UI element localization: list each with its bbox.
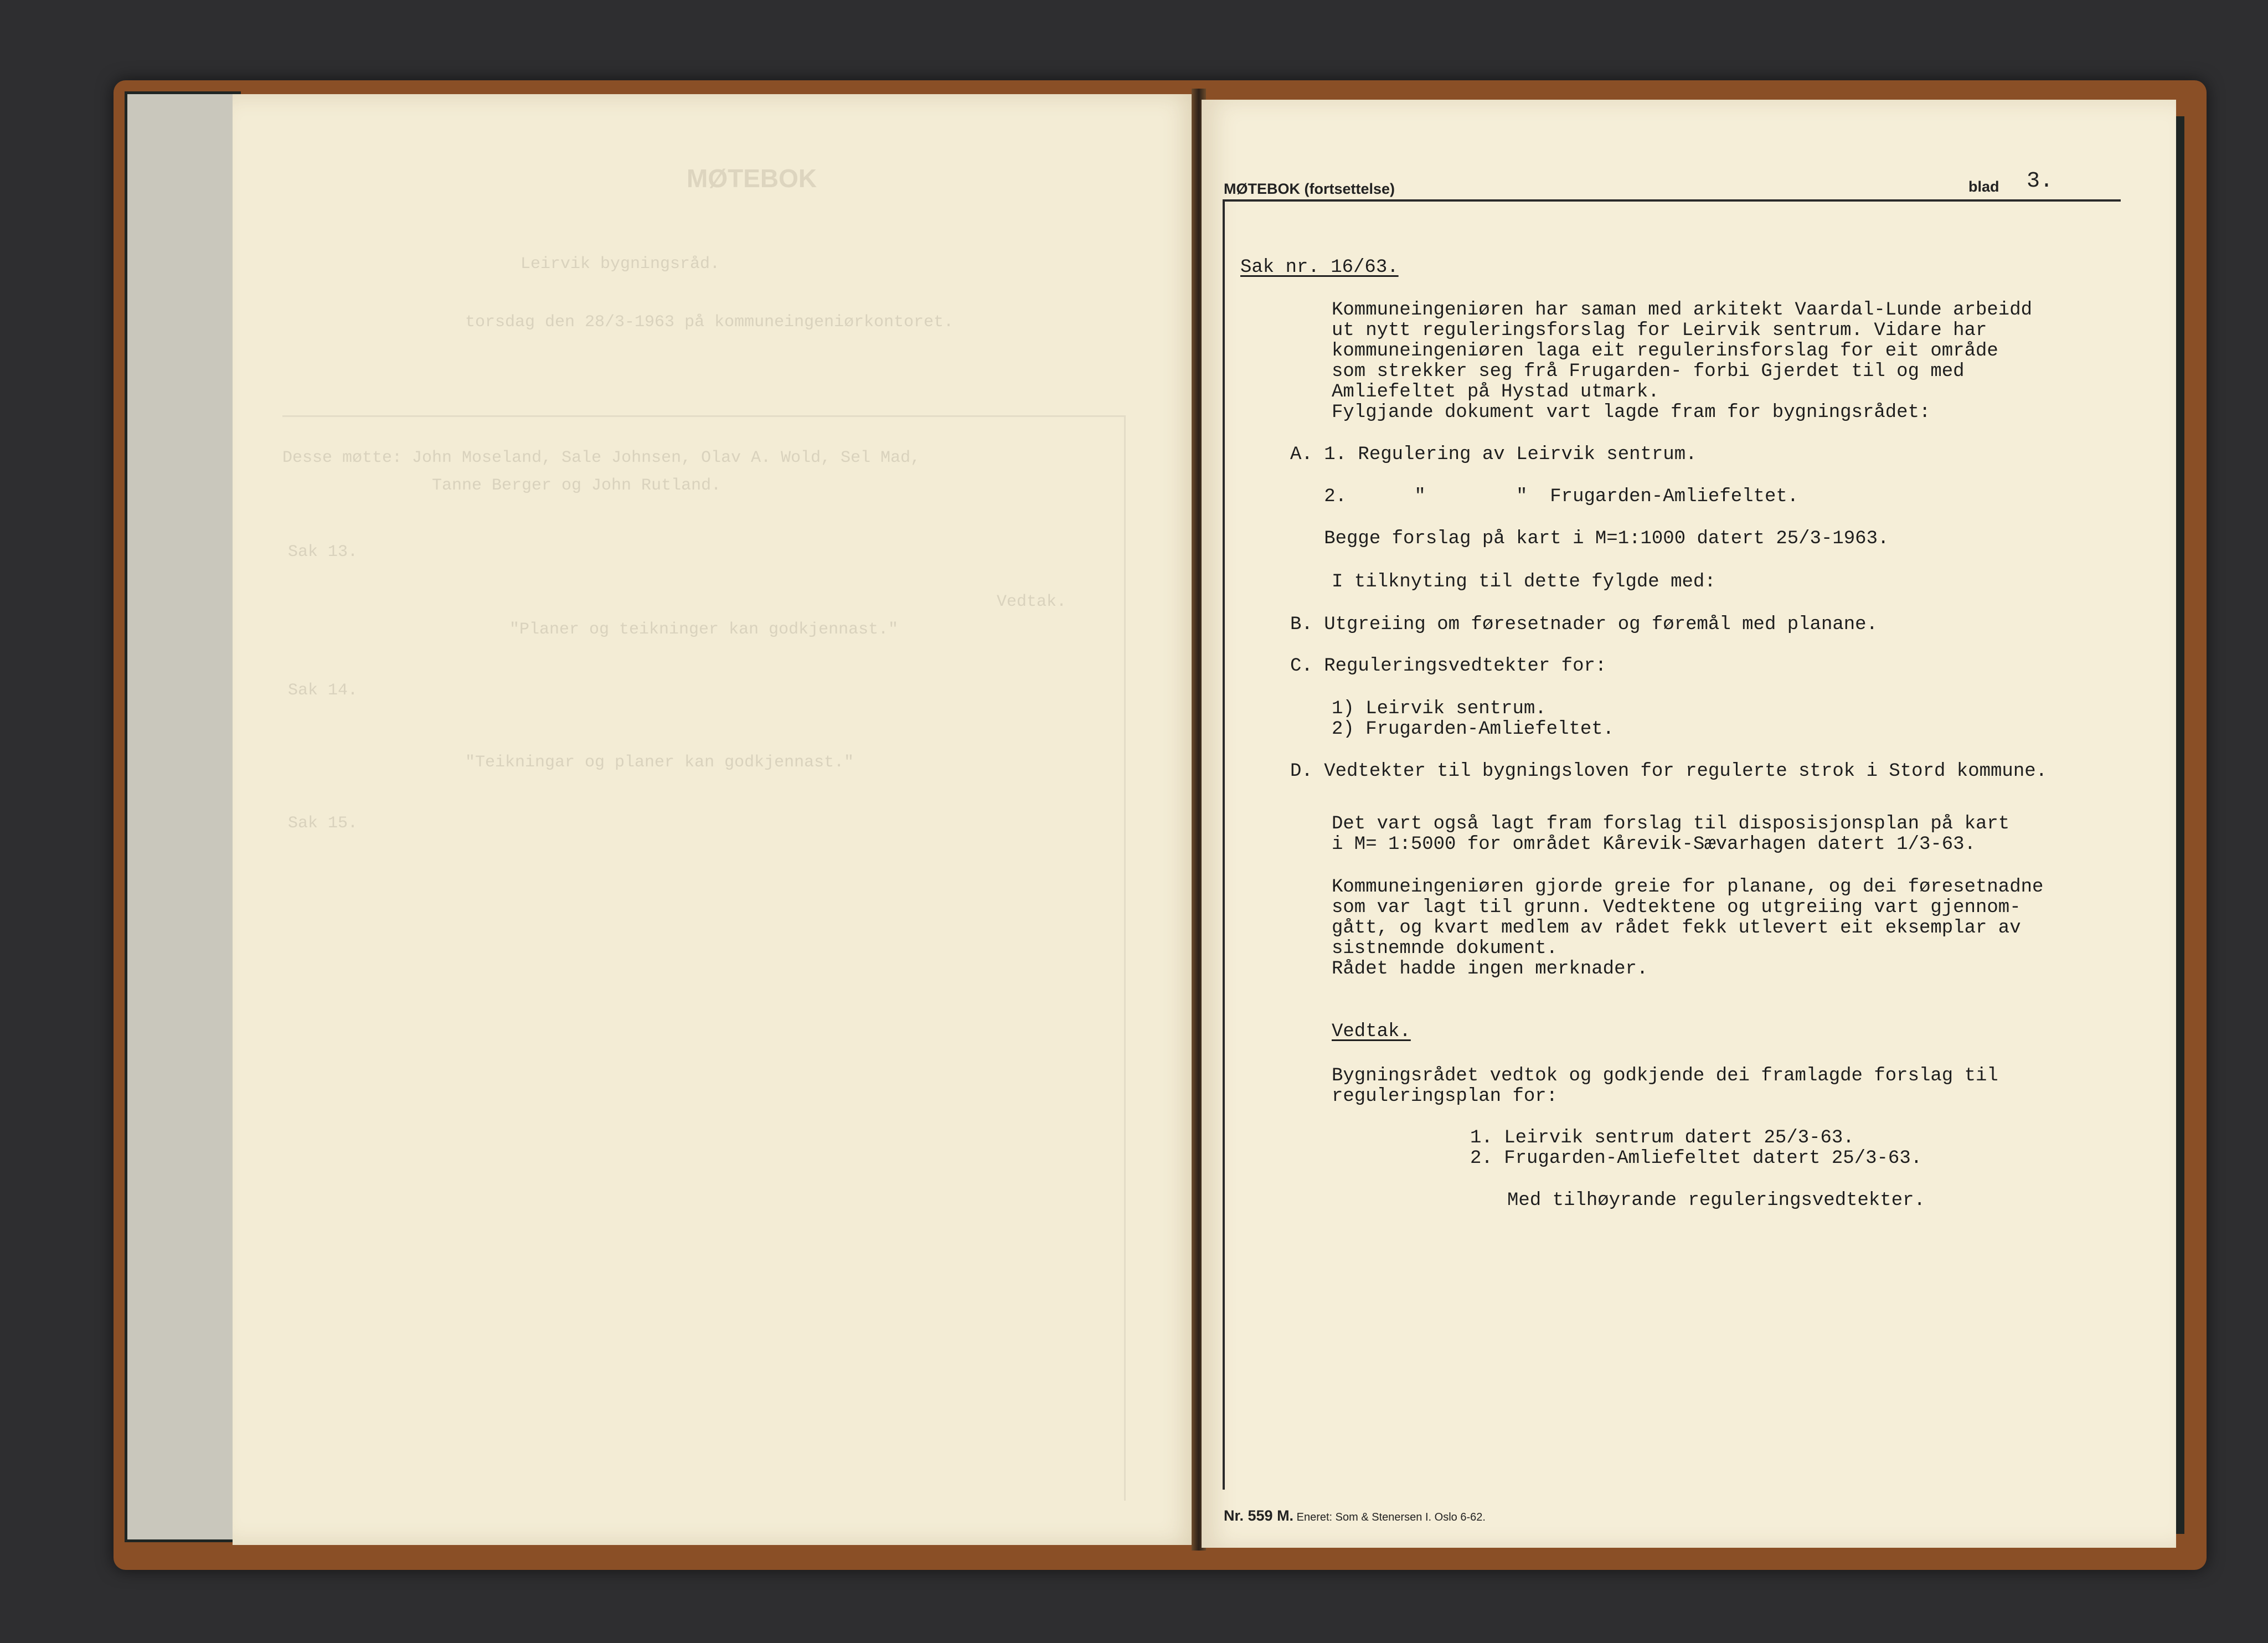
disposition-line: Det vart også lagt fram forslag til disposisjonsplan på kart	[1332, 813, 2010, 835]
decision-list-item: 1. Leirvik sentrum datert 25/3-63.	[1470, 1127, 1854, 1148]
printer-credit: Eneret: Som & Stenersen I. Oslo 6-62.	[1296, 1511, 1486, 1523]
intro-line: ut nytt reguleringsforslag for Leirvik sentrum. Vidare har	[1332, 320, 1987, 341]
decision-line: reguleringsplan for:	[1332, 1086, 1558, 1107]
left-page-line: Sak 14.	[288, 681, 358, 700]
page-stack-edge	[127, 94, 235, 1539]
item-c: C. Reguleringsvedtekter for:	[1290, 656, 1607, 677]
review-line: gått, og kvart medlem av rådet fekk utlevert eit eksemplar av	[1332, 918, 2021, 939]
item-a-line: Begge forslag på kart i M=1:1000 datert 25/3-1963.	[1290, 528, 1889, 549]
closing-line: Med tilhøyrande reguleringsvedtekter.	[1507, 1190, 1925, 1211]
form-number: Nr. 559 M.	[1224, 1507, 1294, 1524]
attachment-intro: I tilknyting til dette fylgde med:	[1332, 571, 1716, 593]
disposition-line: i M= 1:5000 for området Kårevik-Sævarhagen datert 1/3-63.	[1332, 834, 1976, 855]
review-line: som var lagt til grunn. Vedtektene og utgreiing vart gjennom-	[1332, 897, 2021, 918]
left-page	[233, 94, 1199, 1545]
header-rule	[1224, 199, 2121, 202]
decision-heading: Vedtak.	[1332, 1021, 1411, 1042]
intro-line: Kommuneingeniøren har saman med arkitekt Vaardal-Lunde arbeidd	[1332, 300, 2033, 321]
item-a-line: 2. " " Frugarden-Amliefeltet.	[1290, 486, 1799, 507]
left-page-line: Sak 13.	[288, 543, 358, 562]
item-d: D. Vedtekter til bygningsloven for regulerte strok i Stord kommune.	[1290, 761, 2048, 782]
left-page-rule	[282, 415, 1124, 417]
left-page-line: "Planer og teikninger kan godkjennast."	[509, 620, 899, 639]
review-line: Rådet hadde ingen merknader.	[1332, 959, 1648, 980]
margin-rule	[1223, 199, 1225, 1490]
intro-line: Fylgjande dokument vart lagde fram for bygningsrådet:	[1332, 402, 1931, 423]
book-title: MØTEBOK (fortsettelse)	[1224, 181, 1395, 197]
decision-line: Bygningsrådet vedtok og godkjende dei framlagde forslag til	[1332, 1065, 1998, 1086]
review-line: sistnemnde dokument.	[1332, 938, 1558, 959]
intro-line: kommuneingeniøren laga eit regulerinsforslag for eit område	[1332, 341, 1998, 362]
page-number: 3.	[2027, 169, 2054, 194]
left-page-line: "Teikningar og planer kan godkjennast."	[465, 753, 854, 772]
intro-line: Amliefeltet på Hystad utmark.	[1332, 382, 1659, 403]
left-page-line: Tanne Berger og John Rutland.	[432, 476, 721, 495]
blad-label: blad	[1968, 178, 1999, 195]
left-page-line: Leirvik bygningsråd.	[520, 255, 720, 274]
left-page-line: Desse møtte: John Moseland, Sale Johnsen, Olav A. Wold, Sel Mad,	[282, 449, 921, 467]
item-a-line: A. 1. Regulering av Leirvik sentrum.	[1290, 444, 1697, 465]
decision-list-item: 2. Frugarden-Amliefeltet datert 25/3-63.	[1470, 1148, 1922, 1169]
left-page-line: torsdag den 28/3-1963 på kommuneingeniørkontoret.	[465, 313, 954, 332]
left-page-line: Vedtak.	[997, 593, 1067, 611]
review-line: Kommuneingeniøren gjorde greie for planane, og dei føresetnadne	[1332, 877, 2044, 898]
intro-line: som strekker seg frå Frugarden- forbi Gjerdet til og med	[1332, 361, 1965, 382]
page-footer	[1224, 1507, 1486, 1524]
item-c-list-item: 2) Frugarden-Amliefeltet.	[1332, 719, 1615, 740]
item-c-list-item: 1) Leirvik sentrum.	[1332, 698, 1547, 719]
left-page-line: Sak 15.	[288, 814, 358, 833]
item-b: B. Utgreiing om føresetnader og føremål med planane.	[1290, 614, 1878, 635]
left-page-title: MØTEBOK	[687, 164, 817, 193]
left-page-vrule	[1124, 415, 1126, 1501]
case-heading: Sak nr. 16/63.	[1240, 257, 1399, 278]
